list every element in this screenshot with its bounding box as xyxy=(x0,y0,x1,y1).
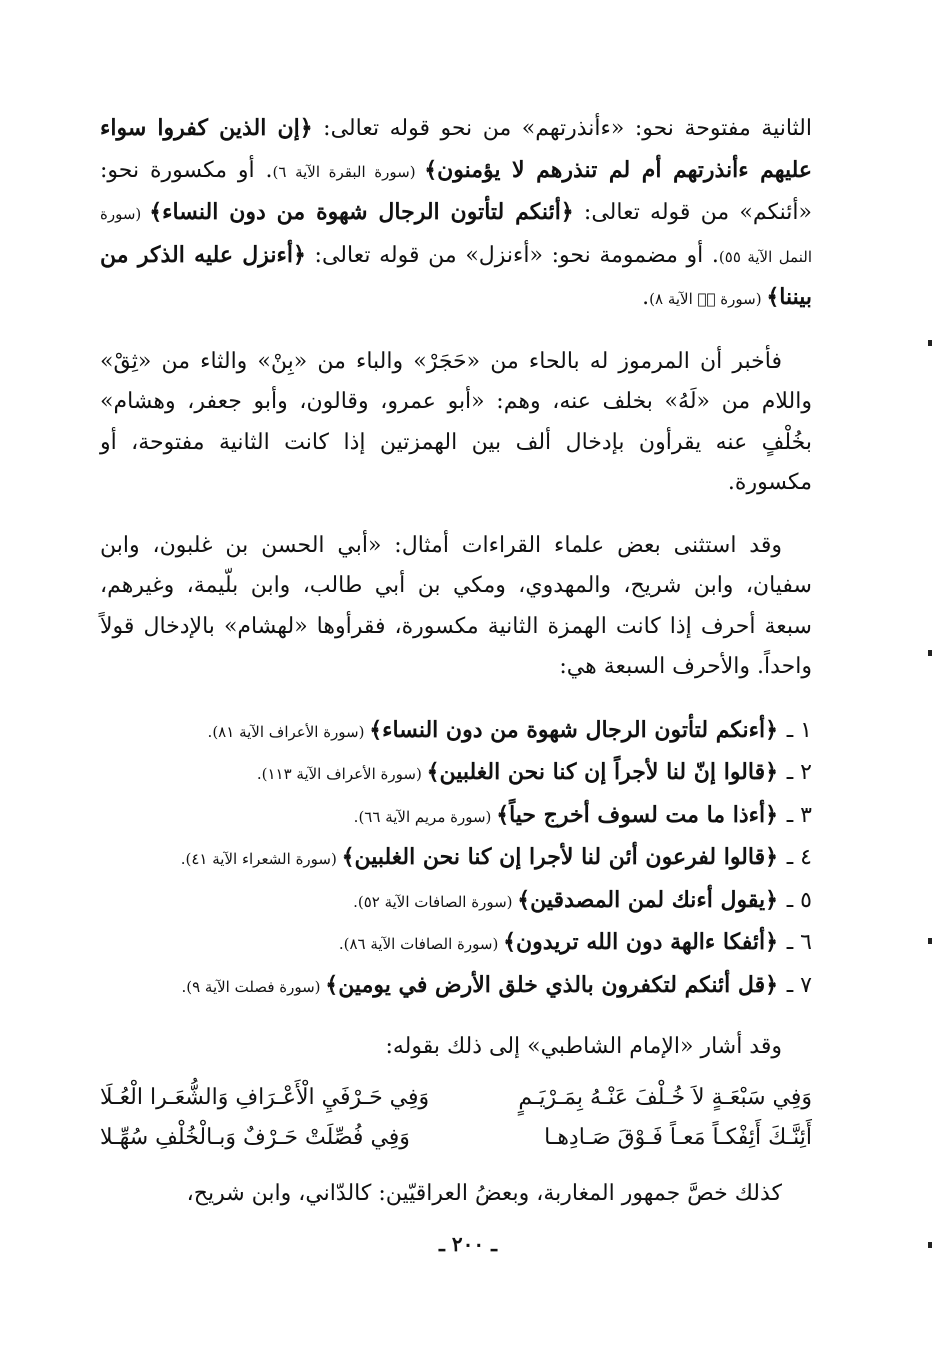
surah-reference-1: (سورة البقرة الآية ٦) xyxy=(272,162,425,181)
list-item xyxy=(100,710,812,753)
list-verse: ﴿أءنكم لتأتون الرجال شهوة من دون النساء﴾ xyxy=(369,716,778,743)
list-reference: (سورة الأعراف الآية ١١٣). xyxy=(256,765,427,783)
list-item xyxy=(100,880,812,923)
paragraph-1-text-1: الثانية مفتوحة نحو: «ءأنذرتهم» من نحو قوله تعالى: xyxy=(312,116,812,141)
list-reference: (سورة مريم الآية ٦٦). xyxy=(353,807,497,826)
paragraph-3: وقد استثنى بعض علماء القراءات أمثال: «أبي الحسن بن غلبون، وابن سفيان، وابن شريح، والمهدوي، ومكي بن أبي طالب، وابن بلّيمة، وغيرهم، سبعة أحرف إذا كانت الهمزة الثانية مكسورة، فقرأوها «لهشام» بالإدخال قولاً واحداً. والأحرف السبعة هي: xyxy=(100,532,812,679)
page-body xyxy=(100,108,812,1214)
list-number: ١ ـ xyxy=(786,717,812,743)
quran-quote-1: ﴿إن الذين كفروا سواء عليهم ءأنذرتهم أم لم تنذرهم لا يؤمنون﴾ xyxy=(100,115,812,183)
poem-verse-2 xyxy=(100,1118,812,1158)
poem-block xyxy=(100,1078,812,1158)
quran-quote-2: ﴿أئنكم لتأتون الرجال شهوة من دون النساء﴾ xyxy=(149,199,574,225)
scan-edge-mark xyxy=(928,340,932,346)
list-reference: (سورة الصافات الآية ٨٦). xyxy=(338,935,504,953)
list-reference: (سورة الشعراء الآية ٤١). xyxy=(180,850,342,868)
page-number: ـ ٢٠٠ ـ xyxy=(439,1232,497,1256)
poem-first-hemistich: وَفِي سَبْعَـةٍ لاَ خُـلْفَ عَنْـهُ بِمَـرْيَـمٍ xyxy=(518,1084,812,1110)
list-verse: ﴿يقول أءنك لمن المصدقين﴾ xyxy=(517,886,778,913)
shatibi-intro: وقد أشار «الإمام الشاطبي» إلى ذلك بقوله: xyxy=(385,1034,782,1059)
list-number: ٧ ـ xyxy=(786,972,812,998)
seven-letters-list xyxy=(100,710,812,1008)
list-number: ٢ ـ xyxy=(786,760,812,785)
surah-reference-3: (سورة صۤ الآية ٨) xyxy=(649,290,767,308)
poem-verse-1 xyxy=(100,1078,812,1118)
quran-quote-3: ﴿أءنزل عليه الذكر من بيننا﴾ xyxy=(100,241,812,310)
list-reference: (سورة فصلت الآية ٩). xyxy=(181,977,326,996)
poem-first-hemistich: أَئِنَّـكَ أَئِفْكـاً مَعـاً فَـوْقَ صَـادِهـا xyxy=(544,1124,812,1150)
list-item xyxy=(100,837,812,880)
list-verse: ﴿أئفكا ءالهة دون الله تريدون﴾ xyxy=(503,929,778,955)
list-verse: ﴿قالوا لفرعون أئن لنا لأجرا إن كنا نحن الغلبين﴾ xyxy=(341,844,778,870)
list-number: ٤ ـ xyxy=(786,845,812,870)
paragraph-2: فأخبر أن المرموز له بالحاء من «حَجَرْ» والباء من «بِنْ» والثاء من «ثِقْ» واللام من «لَهُ» بخلف عنه، وهم: «أبو عمرو، وقالون، وأبو جعفر، وهشام» بخُلْفٍ عنه يقرأون بإدخال ألف بين الهمزتين إذا كانت الثانية مفتوحة، أو مكسورة. xyxy=(100,348,813,495)
list-item xyxy=(100,922,812,965)
list-verse: ﴿أءذا ما مت لسوف أخرج حياً﴾ xyxy=(496,801,778,828)
scan-edge-mark xyxy=(928,1242,932,1248)
surah-reference-2: (سورة النمل الآية ٥٥) xyxy=(100,205,812,266)
list-item xyxy=(100,752,812,795)
list-item xyxy=(100,795,812,838)
scan-edge-mark xyxy=(928,650,932,656)
paragraph-1 xyxy=(100,108,812,320)
list-number: ٦ ـ xyxy=(786,930,812,955)
list-reference: (سورة الأعراف الآية ٨١). xyxy=(207,722,370,741)
scan-edge-mark xyxy=(928,938,932,944)
poem-second-hemistich: وَفِي فُصِّلَتْ حَـرْفٌ وَبـالْخُلْفِ سُهِّـلا xyxy=(100,1124,410,1150)
list-verse: ﴿قل أئنكم لتكفرون بالذي خلق الأرض في يومين﴾ xyxy=(325,971,778,998)
list-number: ٣ ـ xyxy=(786,802,812,828)
paragraph-1-text-4: . xyxy=(642,285,650,310)
list-item xyxy=(100,965,812,1008)
paragraph-1-text-2: . أو مكسورة نحو: «أئنكم» من قوله تعالى: xyxy=(100,157,812,225)
closing-line: كذلك خصَّ جمهور المغاربة، وبعضُ العراقيّين: كالدّاني، وابن شريح، xyxy=(186,1180,782,1206)
poem-second-hemistich: وَفِي حَـرْفَيِ الْأَعْـرَافِ وَالشُّعَـرا الْعُـلَا xyxy=(100,1084,430,1110)
list-verse: ﴿قالوا إنّ لنا لأجراً إن كنا نحن الغلبين﴾ xyxy=(426,759,778,785)
paragraph-1-text-3: . أو مضمومة نحو: «أءنزل» من قوله تعالى: xyxy=(305,242,719,268)
list-number: ٥ ـ xyxy=(786,887,812,913)
list-reference: (سورة الصافات الآية ٥٢). xyxy=(353,892,518,911)
